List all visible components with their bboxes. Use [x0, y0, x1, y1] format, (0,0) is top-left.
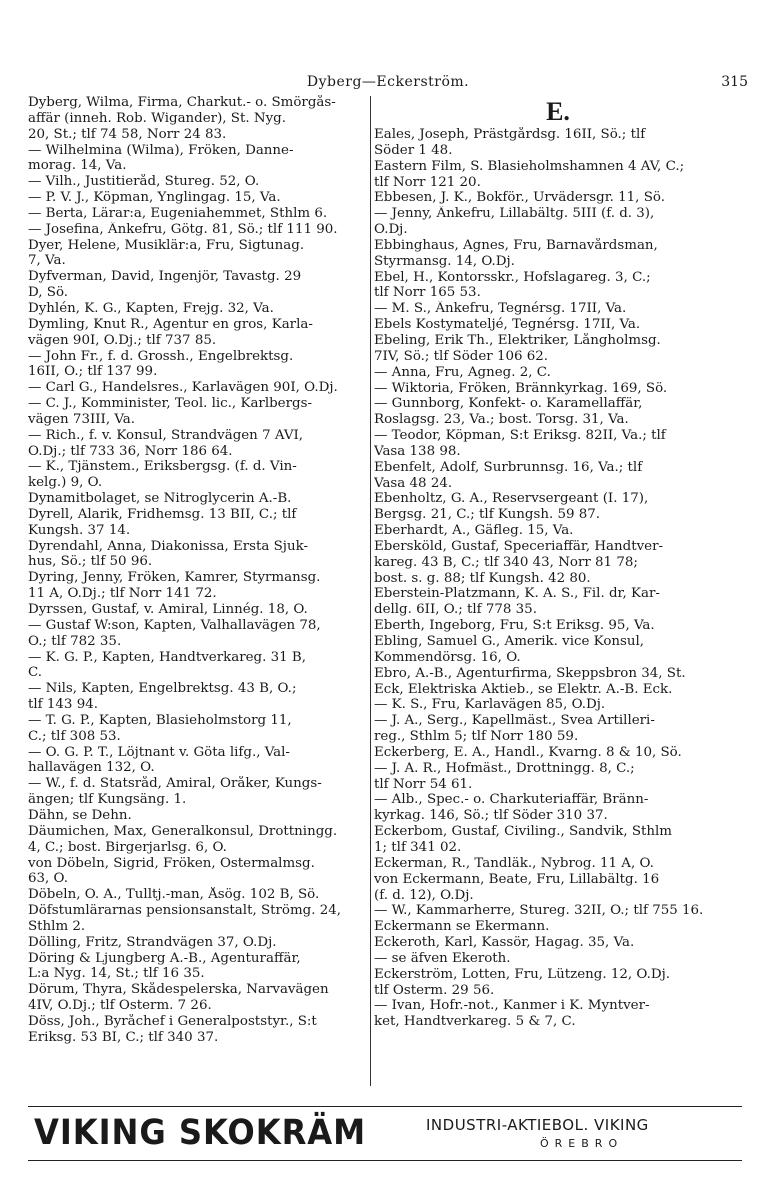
- ad-company: INDUSTRI-AKTIEBOL. VIKING: [426, 1116, 649, 1134]
- right-entry-line: tlf Norr 165 53.: [374, 285, 481, 301]
- footer-rule-top: [28, 1106, 742, 1107]
- right-entry-line: Ebling, Samuel G., Amerik. vice Konsul,: [374, 634, 645, 649]
- right-entry-line: Roslagsg. 23, Va.; bost. Torsg. 31, Va.: [374, 412, 629, 428]
- right-entry-line: — M. S., Änkefru, Tegnérsg. 17II, Va.: [374, 301, 627, 317]
- right-entry-line: — Anna, Fru, Agneg. 2, C.: [374, 364, 551, 380]
- left-entry-line: — K. G. P., Kapten, Handtverkareg. 31 B,: [28, 649, 306, 665]
- right-entry-line: 1; tlf 341 02.: [374, 839, 462, 855]
- left-entry-line: Döfstumlärarnas pensionsanstalt, Strömg. 24,: [28, 903, 342, 919]
- left-entry-line: Ö.Dj.; tlf 733 36, Norr 186 64.: [28, 443, 233, 459]
- left-entry-line: 20, St.; tlf 74 58, Norr 24 83.: [28, 126, 227, 142]
- left-column: [28, 95, 370, 1046]
- ad-city: ÖREBRO: [540, 1137, 624, 1150]
- right-entry-line: Vasa 48 24.: [374, 475, 453, 491]
- right-entry-line: Eckerberg, E. A., Handl., Kvarng. 8 & 10, Sö.: [374, 744, 682, 760]
- right-entry-line: — Jenny, Änkefru, Lillabältg. 5III (f. d. 3),: [374, 206, 655, 222]
- right-entry-line: Vasa 138 98.: [374, 443, 461, 459]
- left-entry-line: 4IV, Ö.Dj.; tlf Österm. 7 26.: [28, 998, 212, 1014]
- left-entry-line: 63, Ö.: [28, 871, 69, 887]
- right-entry-line: bost. s. g. 88; tlf Kungsh. 42 80.: [374, 570, 591, 586]
- right-entry-line: Ebeling, Erik Th., Elektriker, Långholmsg.: [374, 332, 661, 348]
- left-entry-line: C.; tlf 308 53.: [28, 728, 121, 744]
- right-entry-line: — Alb., Spec.- o. Charkuteriaffär, Bränn-: [374, 792, 649, 808]
- left-entry-line: — Vilh., Justitieråd, Stureg. 52, Ö.: [28, 174, 260, 190]
- left-entry-line: — Wilhelmina (Wilma), Fröken, Danne-: [28, 142, 294, 158]
- page-header: [0, 72, 776, 94]
- right-entry-line: Eales, Joseph, Prästgårdsg. 16II, Sö.; tlf: [374, 127, 646, 142]
- right-entry-line: Bergsg. 21, C.; tlf Kungsh. 59 87.: [374, 507, 601, 523]
- right-entry-line: Eck, Elektriska Aktieb., se Elektr. A.-B. Eck.: [374, 681, 673, 697]
- left-entry-line: — K., Tjänstem., Eriksbergsg. (f. d. Vin-: [28, 459, 297, 475]
- left-entry-line: Dyrell, Alarik, Fridhemsg. 13 BII, C.; tlf: [28, 506, 297, 522]
- left-entry-line: Döbeln, O. A., Tulltj.-man, Åsög. 102 B, Sö.: [28, 887, 320, 903]
- left-entry-line: — Gustaf W:son, Kapten, Valhallavägen 78,: [28, 617, 321, 633]
- left-entry-line: — Rich., f. v. Konsul, Strandvägen 7 AVI,: [28, 427, 304, 443]
- left-entry-line: Dyfverman, David, Ingenjör, Tavastg. 29: [28, 269, 302, 285]
- right-entry-line: — se äfven Ekeroth.: [374, 950, 511, 966]
- right-entry-line: kareg. 43 B, C.; tlf 340 43, Norr 81 78;: [374, 554, 638, 570]
- left-entry-line: Döring & Ljungberg A.-B., Agenturaffär,: [28, 950, 301, 966]
- left-entry-line: 16II, Ö.; tlf 137 99.: [28, 364, 158, 380]
- left-entry-line: — O. G. P. T., Löjtnant v. Göta lifg., Val-: [28, 744, 290, 760]
- left-entry-line: C.: [28, 665, 43, 681]
- left-entry-line: Dynamitbolaget, se Nitroglycerin A.-B.: [28, 491, 292, 507]
- right-entry-line: Ebenholtz, G. A., Reservsergeant (I. 17),: [374, 491, 649, 507]
- left-entry-line: hallavägen 132, Ö.: [28, 760, 155, 776]
- right-entry-line: Ö.Dj.: [374, 222, 408, 238]
- left-entry-line: — P. V. J., Köpman, Ynglingag. 15, Va.: [28, 190, 281, 206]
- left-entry-line: 4, C.; bost. Birgerjarlsg. 6, Ö.: [28, 839, 227, 855]
- left-entry-line: D, Sö.: [28, 285, 69, 301]
- left-entry-line: Dymling, Knut R., Agentur en gros, Karla-: [28, 316, 313, 332]
- right-entry-line: reg., Sthlm 5; tlf Norr 180 59.: [374, 729, 579, 745]
- left-entry-line: Dähn, se Dehn.: [28, 807, 132, 823]
- right-entry-line: Kommendörsg. 16, Ö.: [374, 649, 521, 665]
- ad-brand: VIKING SKOKRÄM: [34, 1113, 367, 1153]
- right-entry-line: von Eckermann, Beate, Fru, Lillabältg. 16: [374, 871, 660, 887]
- right-entry-line: 7IV, Sö.; tlf Söder 106 62.: [374, 348, 549, 364]
- left-entry-line: Dyhlén, K. G., Kapten, Frejg. 32, Va.: [28, 300, 274, 316]
- left-entry-line: hus, Sö.; tlf 50 96.: [28, 554, 153, 570]
- left-entry-line: — John Fr., f. d. Grossh., Engelbrektsg.: [28, 348, 294, 364]
- column-divider: [370, 96, 371, 1086]
- right-entry-line: Eberth, Ingeborg, Fru, S:t Eriksg. 95, Va.: [374, 618, 655, 634]
- right-entry-line: — Wiktoria, Fröken, Brännkyrkag. 169, Sö.: [374, 380, 668, 396]
- right-entry-line: — W., Kammarherre, Stureg. 32II, Ö.; tlf 755 16.: [374, 903, 704, 919]
- right-entry-line: tlf Norr 121 20.: [374, 174, 481, 190]
- footer-rule-bottom: [28, 1160, 742, 1161]
- right-entry-line: — J. A., Serg., Kapellmäst., Svea Artilleri-: [374, 713, 655, 729]
- right-entry-line: tlf Österm. 29 56.: [374, 982, 495, 998]
- right-entry-line: dellg. 6II, Ö.; tlf 778 35.: [374, 602, 537, 618]
- right-entry-line: Ebels Kostymateljé, Tegnérsg. 17II, Va.: [374, 317, 641, 333]
- right-entry-line: Styrmansg. 14, Ö.Dj.: [374, 253, 515, 269]
- left-entry-line: — Josefina, Änkefru, Götg. 81, Sö.; tlf 111 90.: [28, 221, 338, 237]
- right-entry-line: Eberstein-Platzmann, K. A. S., Fil. dr, Kar-: [374, 586, 660, 602]
- left-entry-line: 11 A, Ö.Dj.; tlf Norr 141 72.: [28, 586, 217, 602]
- left-entry-line: 7, Va.: [28, 253, 66, 269]
- right-entry-line: Eckerbom, Gustaf, Civiling., Sandvik, Sthlm: [374, 824, 673, 840]
- right-entry-line: Söder 1 48.: [374, 142, 453, 158]
- right-entry-line: — Teodor, Köpman, S:t Eriksg. 82II, Va.; tlf: [374, 428, 666, 444]
- left-entry-line: Dyring, Jenny, Fröken, Kamrer, Styrmansg.: [28, 570, 321, 586]
- left-entry-line: — Nils, Kapten, Engelbrektsg. 43 B, Ö.;: [28, 681, 297, 697]
- right-entry-line: Ebel, H., Kontorsskr., Hofslagareg. 3, C.;: [374, 269, 651, 285]
- advertisement: [28, 1113, 742, 1158]
- right-entry-line: — Gunnborg, Konfekt- o. Karamellaffär,: [374, 396, 643, 412]
- left-entry-line: Sthlm 2.: [28, 918, 86, 934]
- left-entry-line: Dyrendahl, Anna, Diakonissa, Ersta Sjuk-: [28, 538, 308, 554]
- page-number: 315: [721, 74, 748, 90]
- left-entry-line: L:a Nyg. 14, St.; tlf 16 35.: [28, 966, 205, 982]
- left-entry-line: von Döbeln, Sigrid, Fröken, Östermalmsg.: [28, 855, 315, 871]
- left-entry-line: ängen; tlf Kungsäng. 1.: [28, 792, 187, 808]
- right-entry-line: Eckerman, R., Tandläk., Nybrog. 11 A, Ö.: [374, 855, 654, 871]
- left-entry-line: Dyer, Helene, Musiklär:a, Fru, Sigtunag.: [28, 237, 305, 253]
- right-entry-line: Eckeroth, Karl, Kassör, Hagag. 35, Va.: [374, 935, 635, 951]
- left-entry-line: — C. J., Komminister, Teol. lic., Karlbergs-: [28, 396, 312, 412]
- right-entry-line: — J. A. R., Hofmäst., Drottningg. 8, C.;: [374, 760, 635, 776]
- right-entry-line: ket, Handtverkareg. 5 & 7, C.: [374, 1014, 576, 1030]
- left-entry-line: kelg.) 9, Ö.: [28, 475, 103, 491]
- right-entry-line: Eckermann se Ekermann.: [374, 919, 550, 935]
- right-entry-line: Ebersköld, Gustaf, Speceriaffär, Handtver-: [374, 538, 663, 554]
- left-entry-line: — T. G. P., Kapten, Blasieholmstorg 11,: [28, 712, 292, 728]
- left-entry-line: vägen 73III, Va.: [28, 411, 136, 427]
- left-entry-line: affär (inneh. Rob. Wigander), St. Nyg.: [28, 110, 286, 126]
- left-entry-line: Dölling, Fritz, Strandvägen 37, Ö.Dj.: [28, 934, 277, 950]
- right-column: [374, 95, 742, 1030]
- left-entry-line: — Berta, Lärar:a, Eugeniahemmet, Sthlm 6.: [28, 205, 328, 221]
- right-entry-line: kyrkag. 146, Sö.; tlf Söder 310 37.: [374, 808, 608, 824]
- right-entry-line: tlf Norr 54 61.: [374, 776, 473, 792]
- right-entry-line: Ebbinghaus, Agnes, Fru, Barnavårdsman,: [374, 237, 658, 253]
- left-entry-line: Döss, Joh., Byråchef i Generalpoststyr., S:t: [28, 1013, 317, 1029]
- right-entry-line: Eberhardt, A., Gäfleg. 15, Va.: [374, 523, 574, 539]
- left-entry-line: Kungsh. 37 14.: [28, 522, 131, 538]
- left-entry-line: Dyrssen, Gustaf, v. Amiral, Linnég. 18, Ö.: [28, 602, 308, 617]
- left-entry-line: vägen 90I, Ö.Dj.; tlf 737 85.: [28, 332, 217, 348]
- running-title: Dyberg—Eckerström.: [306, 74, 470, 90]
- left-entry-line: tlf 143 94.: [28, 697, 98, 713]
- left-entry-line: Däumichen, Max, Generalkonsul, Drottningg.: [28, 823, 338, 839]
- right-entry-line: — K. S., Fru, Karlavägen 85, Ö.Dj.: [374, 697, 606, 713]
- left-entry-line: — W., f. d. Statsråd, Amiral, Öråker, Kungs-: [28, 776, 322, 792]
- right-entry-line: (f. d. 12), Ö.Dj.: [374, 887, 474, 903]
- left-entry-line: Eriksg. 53 BI, C.; tlf 340 37.: [28, 1029, 219, 1045]
- left-entry-line: Ö.; tlf 782 35.: [28, 633, 122, 649]
- left-entry-line: — Carl G., Handelsres., Karlavägen 90I, Ö.Dj.: [28, 380, 338, 396]
- section-letter: E.: [546, 97, 570, 126]
- right-entry-line: — Ivan, Hofr.-not., Kanmer i K. Myntver-: [374, 998, 650, 1014]
- right-entry-line: Ebro, A.-B., Agenturfirma, Skeppsbron 34, St.: [374, 665, 686, 681]
- right-entry-line: Eastern Film, S. Blasieholmshamnen 4 AV, C.;: [374, 158, 685, 174]
- left-entry-line: morag. 14, Va.: [28, 158, 127, 174]
- right-entry-line: Ebbesen, J. K., Bokför., Urvädersgr. 11, Sö.: [374, 190, 665, 206]
- right-entry-line: Ebenfelt, Adolf, Surbrunnsg. 16, Va.; tlf: [374, 459, 643, 475]
- right-entry-line: Eckerström, Lotten, Fru, Lützeng. 12, Ö.Dj.: [374, 966, 670, 982]
- left-entry-line: Dyberg, Wilma, Firma, Charkut.- o. Smörgås-: [28, 95, 336, 110]
- left-entry-line: Dörum, Thyra, Skådespelerska, Narvavägen: [28, 982, 329, 998]
